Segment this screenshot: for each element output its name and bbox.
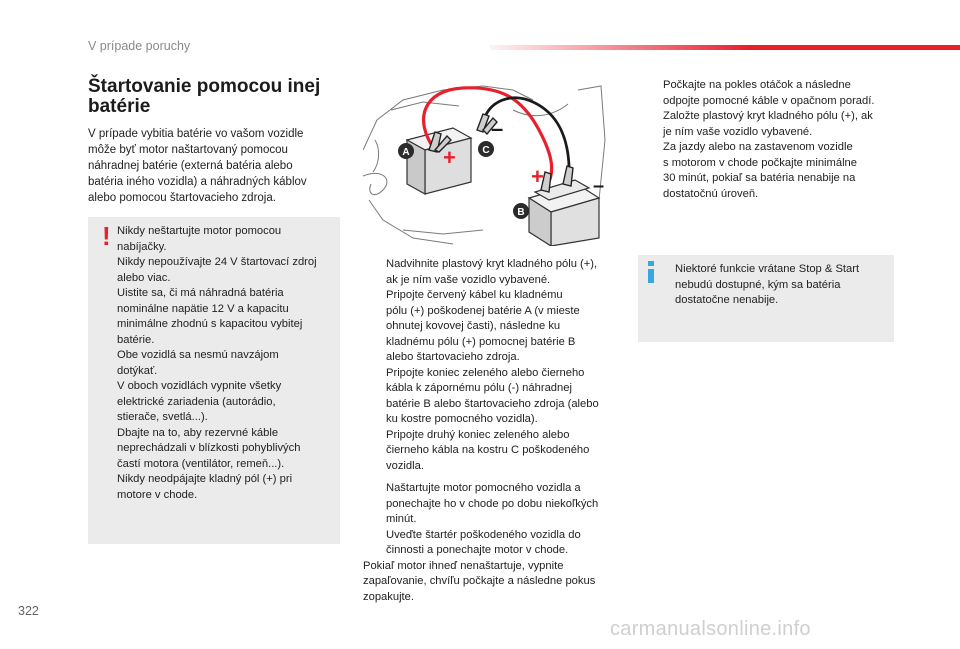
after-start-steps <box>640 78 910 202</box>
minus-sign-b: – <box>593 175 605 197</box>
header-rule <box>490 45 960 50</box>
list-item <box>640 140 910 202</box>
warning-line: stierače, svetlá...). <box>117 411 208 423</box>
step-line: Pripojte druhý koniec zeleného alebo <box>386 428 570 441</box>
list-item <box>363 257 623 288</box>
list-item <box>363 366 623 428</box>
step-line: alebo štartovacieho zdroja. <box>386 351 520 363</box>
warning-line: Nikdy nepoužívajte 24 V štartovací zdroj <box>117 256 317 268</box>
exclamation-icon: ! <box>102 221 111 251</box>
page-title-line: Štartovanie pomocou inej <box>88 76 321 97</box>
warning-line: V oboch vozidlách vypnite všetky <box>117 380 282 392</box>
closing-line: zapaľovanie, chvíľu počkajte a následne pokus <box>363 575 596 587</box>
warning-line: nominálne napätie 12 V a kapacitu <box>117 302 289 315</box>
step-line: ponechajte ho v chode po dobu niekoľkých <box>386 497 599 510</box>
info-line: dostatočne nenabije. <box>675 294 779 306</box>
warning-box <box>88 217 340 544</box>
section-title: V prípade poruchy <box>88 39 191 53</box>
marker-a <box>398 143 414 159</box>
intro-line: alebo pomocou štartovacieho zdroja. <box>88 192 276 204</box>
watermark: carmanualsonline.info <box>610 618 811 640</box>
procedure-steps <box>363 257 623 605</box>
closing-line: Pokiaľ motor ihneď nenaštartuje, vypnite <box>363 559 564 572</box>
label-c: C <box>482 145 490 156</box>
clamp-b-minus <box>563 166 573 186</box>
intro-line: môže byť motor naštartovaný pomocou <box>88 144 288 156</box>
warning-line: nabíjačky. <box>117 240 167 253</box>
step-line: odpojte pomocné káble v opačnom poradí. <box>663 94 875 107</box>
step-line: Pripojte červený kábel ku kladnému <box>386 289 563 301</box>
info-line: Niektoré funkcie vrátane Stop & Start <box>675 263 860 275</box>
marker-c <box>478 141 494 157</box>
step-line: s motorom v chode počkajte minimálne <box>663 156 858 169</box>
step-line: Počkajte na pokles otáčok a následne <box>663 79 851 91</box>
warning-line: Nikdy neštartujte motor pomocou <box>117 225 282 237</box>
warning-line: alebo viac. <box>117 271 171 284</box>
step-line: kábla k zápornému pólu (-) náhradnej <box>386 382 572 394</box>
step-line: Pripojte koniec zeleného alebo čierneho <box>386 366 585 379</box>
marker-b <box>513 203 529 219</box>
intro-line: batéria iného vozidla) a náhradných káblov <box>88 176 307 188</box>
warning-line: batérie. <box>117 333 155 346</box>
minus-sign-a: – <box>491 116 504 141</box>
info-box <box>638 255 894 342</box>
page-title <box>88 77 338 117</box>
battery-b <box>529 180 599 246</box>
list-item <box>363 288 623 366</box>
step-line: pólu (+) poškodenej batérie A (v mieste <box>386 304 580 317</box>
intro-paragraph <box>88 126 338 206</box>
info-text <box>675 262 885 309</box>
list-item <box>363 528 623 559</box>
plus-sign-b: + <box>531 164 544 189</box>
warning-line: Obe vozidlá sa nesmú navzájom <box>117 349 279 361</box>
warning-line: minimálne zhodnú s kapacitou vybitej <box>117 318 303 330</box>
list-item <box>640 78 910 109</box>
label-a: A <box>402 147 410 158</box>
plus-sign-a: + <box>443 145 456 170</box>
closing-line: zopakujte. <box>363 590 414 603</box>
step-line: ku kostre pomocného vozidla). <box>386 413 538 425</box>
list-item <box>363 481 623 528</box>
step-line: Naštartujte motor pomocného vozidla a <box>386 482 581 494</box>
page-number: 322 <box>18 604 39 618</box>
intro-line: náhradnej batérie (externá batéria alebo <box>88 160 293 172</box>
step-line: ak je ním vaše vozidlo vybavené. <box>386 273 551 286</box>
warning-line: motore v chode. <box>117 488 198 501</box>
step-line: dostatočnú úroveň. <box>663 187 759 200</box>
page-title-line: batérie <box>88 96 151 117</box>
warning-line: Dbajte na to, aby rezervné káble <box>117 426 279 439</box>
step-line: batérie B alebo štartovacieho zdroja (alebo <box>386 397 599 410</box>
step-line: je ním vaše vozidlo vybavené. <box>663 125 813 138</box>
info-line: nebudú dostupné, kým sa batéria <box>675 278 841 291</box>
warning-line: neprechádzali v blízkosti pohyblivých <box>117 442 301 454</box>
list-item <box>363 428 623 475</box>
step-line: Založte plastový kryt kladného pólu (+), ak <box>663 110 873 122</box>
warning-text <box>117 224 335 503</box>
step-line: Uveďte štartér poškodeného vozidla do <box>386 528 581 541</box>
intro-line: V prípade vybitia batérie vo vašom vozidle <box>88 128 304 140</box>
step-line: 30 minút, pokiaľ sa batéria nenabije na <box>663 172 856 184</box>
warning-line: Nikdy neodpájajte kladný pól (+) pri <box>117 473 293 485</box>
step-line: minút. <box>386 513 417 525</box>
step-line: činnosti a ponechajte motor v chode. <box>386 544 569 556</box>
info-icon <box>647 261 655 283</box>
list-item <box>640 109 910 140</box>
warning-line: elektrické zariadenia (autorádio, <box>117 395 276 408</box>
step-line: kladnému pólu (+) pomocnej batérie B <box>386 335 576 348</box>
label-b: B <box>517 207 525 218</box>
warning-line: Uistite sa, či má náhradná batéria <box>117 287 284 299</box>
step-line: ohnutej kovovej časti), následne ku <box>386 320 561 332</box>
closing-note <box>363 559 623 606</box>
step-line: čierneho kábla na kostru C poškodeného <box>386 444 590 456</box>
step-line: vozidla. <box>386 459 424 472</box>
warning-line: častí motora (ventilátor, remeň...). <box>117 457 285 470</box>
step-line: Nadvihnite plastový kryt kladného pólu (+), <box>386 258 598 270</box>
jump-start-illustration <box>363 80 606 246</box>
warning-line: dotýkať. <box>117 364 158 377</box>
step-line: Za jazdy alebo na zastavenom vozidle <box>663 141 853 153</box>
